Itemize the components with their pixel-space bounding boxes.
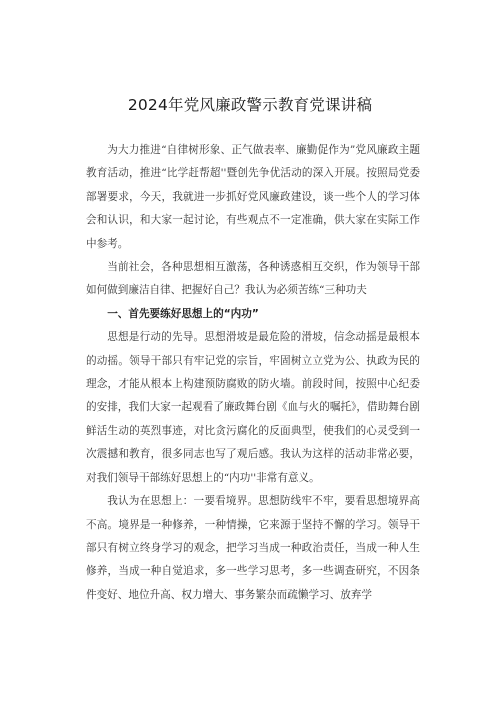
- document-body: [86, 139, 420, 607]
- document-title: 2024年党风廉政警示教育党课讲稿: [127, 96, 373, 114]
- paragraph-context: 当前社会，各种思想相互激荡，各种诱惑相互交织，作为领导干部如何做到廉洁自律、把握好自己？我认为必须苦练“三种功夫: [86, 261, 420, 297]
- paragraph-intro: 为大力推进“自律树形象、正气做表率、廉勤促作为”党风廉政主题教育活动，推进“比学赶帮超''暨创先争优活动的深入开展。按照局党委部署要求，今天，我就进一步抓好党风廉政建设，谈一些个人的学习体会和认识，和大家一起讨论，有些观点不一定准确，供大家在实际工作中参考。: [86, 144, 420, 250]
- section-heading-1: 一、首先要练好思想上的“内功”: [107, 307, 259, 320]
- paragraph-thought: 思想是行动的先导。思想滑坡是最危险的滑坡，信念动摇是最根本的动摇。领导干部只有牢记党的宗旨，牢固树立立党为公、执政为民的理念，才能从根本上构建预防腐败的防火墙。前段时间，按照中心纪委的安排，我们大家一起观看了廉政舞台剧《血与火的嘱托》，借助舞台剧鲜活生动的英烈事迹，对比贪污腐化的反面典型，使我们的心灵受到一次震撼和教育，很多同志也写了观后感。我认为这样的活动非常必要，对我们领导干部练好思想上的“内功''非常有意义。: [86, 331, 420, 484]
- paragraph-realm: 我认为在思想上：一要看境界。思想防线牢不牢，要看思想境界高不高。境界是一种修养，一种情操，它来源于坚持不懈的学习。领导干部只有树立终身学习的观念，把学习当成一种政治责任，当成一种人生修养，当成一种自觉追求，多一些学习思考，多一些调查研究，不因条件变好、地位升高、权力增大、事务繁杂而疏懒学习、放弃学: [86, 495, 420, 601]
